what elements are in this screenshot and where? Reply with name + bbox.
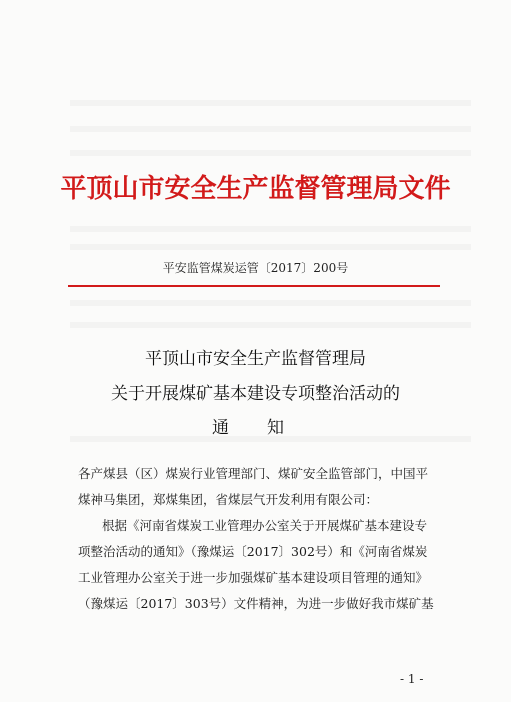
show-through-line <box>70 126 471 132</box>
show-through-line <box>70 100 471 106</box>
show-through-line <box>70 226 471 232</box>
show-through-line <box>70 300 471 306</box>
body-line: 煤神马集团，郑煤集团，省煤层气开发利用有限公司： <box>78 492 379 507</box>
notice-title-word-2: 知 <box>267 418 284 438</box>
document-number: 平安监管煤炭运管〔2017〕200号 <box>162 261 349 275</box>
body-line: （豫煤运〔2017〕303号）文件精神，为进一步做好我市煤矿基 <box>78 596 434 611</box>
red-divider-rule <box>68 285 440 287</box>
notice-title-word-1: 通 <box>212 418 229 438</box>
show-through-line <box>70 322 471 328</box>
notice-title-line-1: 平顶山市安全生产监督管理局 <box>145 349 366 369</box>
notice-title-line-3 <box>212 413 284 438</box>
show-through-line <box>70 244 471 250</box>
show-through-line <box>70 150 471 156</box>
body-line: 各产煤县（区）煤炭行业管理部门、煤矿安全监管部门，中国平 <box>78 466 429 481</box>
body-line: 项整治活动的通知》（豫煤运〔2017〕302号）和《河南省煤炭 <box>78 544 428 559</box>
issuer-header-title: 平顶山市安全生产监督管理局文件 <box>60 174 451 204</box>
notice-title-line-2: 关于开展煤矿基本建设专项整治活动的 <box>111 384 400 404</box>
body-line: 根据《河南省煤炭工业管理办公室关于开展煤矿基本建设专 <box>102 518 428 533</box>
page-number: - 1 - <box>400 672 424 686</box>
body-line: 工业管理办公室关于进一步加强煤矿基本建设项目管理的通知》 <box>78 570 429 585</box>
